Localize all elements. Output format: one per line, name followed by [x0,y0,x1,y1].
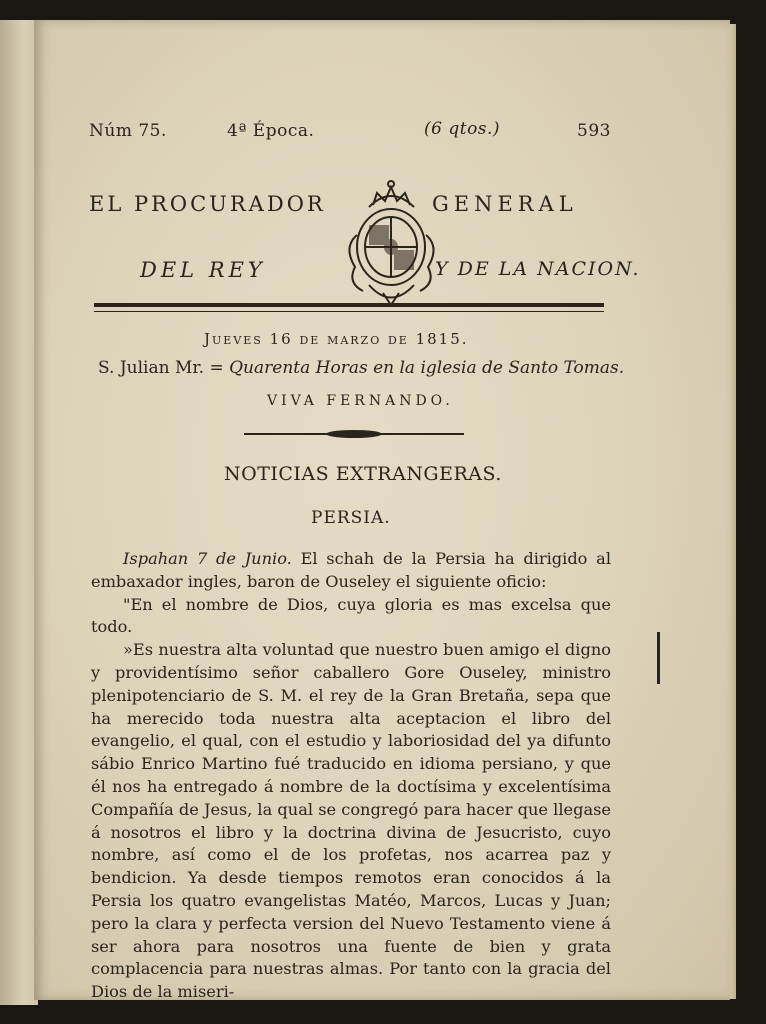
devotion-notice: Quarenta Horas en la iglesia de Santo Tomas. [229,358,625,378]
quires-label: (6 qtos.) [424,119,501,139]
newspaper-page [34,20,730,1000]
left-page-edge [0,20,38,1005]
motto: VIVA FERNANDO. [267,393,454,409]
masthead-line2-right: Y DE LA NACION. [435,258,641,280]
masthead-rule-thick [94,303,604,307]
saint-of-day: S. Julian Mr. = [98,358,224,378]
paragraph-1-text: El schah de la Persia ha dirigido al embaxador ingles, baron de Ouseley el siguiente oficio: [91,549,611,591]
epoch-label: 4ª Época. [227,121,315,141]
country-heading: PERSIA. [311,508,391,528]
issue-date: Jueves 16 de marzo de 1815. [204,330,469,348]
margin-pen-mark [657,632,660,684]
section-heading: NOTICIAS EXTRANGERAS. [224,463,502,485]
paragraph-3: »Es nuestra alta voluntad que nuestro buen amigo el digno y providentísimo señor caballero Gore Ouseley, ministro plenipotenciario de S. M. el rey de la Gran Bretaña, sepa que ha merecido toda nuestra alta aceptacion el libro del evangelio, el qual, con el estudio y laboriosidad del ya difunto sábio Enrico Martino fué traducido en idioma persiano, y que él nos ha entregado á nombre de la doctísima y excelentísima Compañía de Jesus, la qual se congregó para hacer que llegase á nosotros el libro y la doctrina divina de Jesucristo, cuyo nombre, así como el de los profetas, nos acarrea paz y bendicion. Ya desde tiempos remotos eran conocidos á la Persia los quatro evangelistas Matéo, Marcos, Lucas y Juan; pero la clara y perfecta version del Nuevo Testamento viene á ser ahora para nosotros una fuente de bien y grata complacencia para nuestras almas. Por tanto con la gracia del Dios de la miseri- [91,640,611,1002]
masthead-line2-left: DEL REY [140,258,266,282]
ornamental-divider [244,428,464,440]
paragraph-1 [91,548,611,594]
masthead-line1-right: GENERAL [432,192,578,216]
issue-number: Núm 75. [89,121,167,141]
masthead-line1-left: EL PROCURADOR [89,192,326,216]
masthead-rule-thin [94,311,604,312]
liturgical-line [98,358,624,378]
paragraph-2: "En el nombre de Dios, cuya gloria es mas excelsa que todo. [91,594,611,637]
dateline: Ispahan 7 de Junio. [123,549,292,568]
article-body [91,548,611,1004]
royal-coat-of-arms-icon [339,175,444,310]
page-number: 593 [577,121,611,141]
